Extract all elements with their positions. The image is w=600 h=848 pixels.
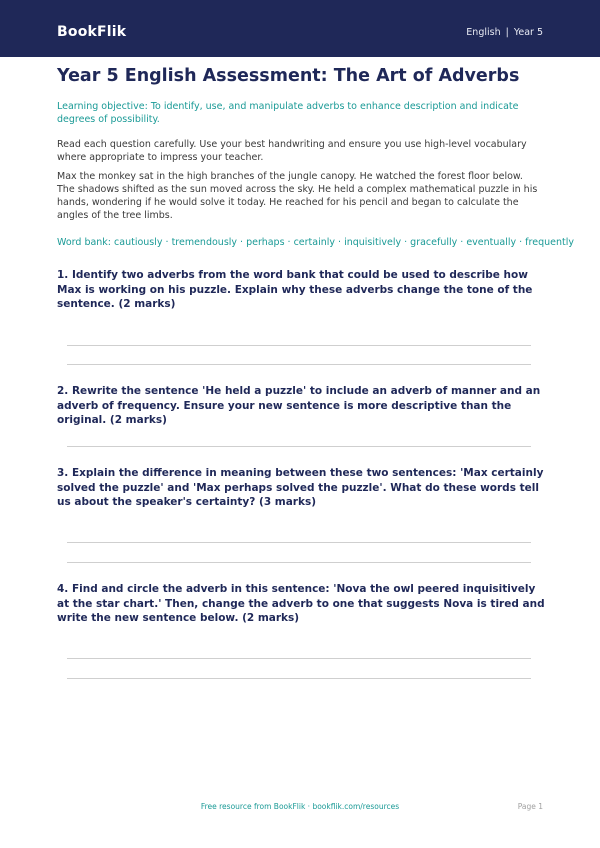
answer-line[interactable] [67, 678, 531, 679]
answer-line[interactable] [67, 658, 531, 659]
subject-label: English [466, 27, 501, 38]
learning-objective: Learning objective: To identify, use, and manipulate adverbs to enhance description and indicate degrees of possibility. [57, 101, 519, 125]
answer-line[interactable] [67, 364, 531, 365]
reading-passage: Max the monkey sat in the high branches of the jungle canopy. He watched the forest floor below. The shadows shifted as the sun moved across the sky. He held a complex mathematical puzzle in his hands, wondering if he would solve it today. He reached for his pencil and began to calculate the angles of the tree limbs. [57, 171, 538, 221]
question-2: 2. Rewrite the sentence 'He held a puzzle' to include an adverb of manner and an adverb of frequency. Ensure your new sentence is more descriptive than the original. (2 marks) [57, 385, 541, 426]
answer-line[interactable] [67, 562, 531, 563]
answer-line[interactable] [67, 345, 531, 346]
header-meta [466, 27, 543, 38]
answer-line[interactable] [67, 446, 531, 447]
question-1: 1. Identify two adverbs from the word bank that could be used to describe how Max is working on his puzzle. Explain why these adverbs change the tone of the sentence. (2 marks) [57, 269, 533, 310]
header-separator: | [505, 27, 509, 38]
brand-logo[interactable]: BookFlik [57, 24, 127, 40]
site-header [0, 0, 600, 57]
answer-line[interactable] [67, 542, 531, 543]
question-3: 3. Explain the difference in meaning between these two sentences: 'Max certainly solved the puzzle' and 'Max perhaps solved the puzzle'. What do these words tell us about the speaker's certainty? (3 marks) [57, 467, 544, 508]
question-4: 4. Find and circle the adverb in this sentence: 'Nova the owl peered inquisitively at the star chart.' Then, change the adverb to one that suggests Nova is tired and write the new sentence below. (2 marks) [57, 583, 545, 624]
word-bank: Word bank: cautiously · tremendously · perhaps · certainly · inquisitively · gracefully · eventually · frequently [57, 237, 574, 248]
year-label: Year 5 [513, 27, 543, 38]
page-number: Page 1 [517, 802, 543, 811]
footer-credit[interactable]: Free resource from BookFlik · bookflik.com/resources [200, 802, 400, 811]
page-title: Year 5 English Assessment: The Art of Adverbs [57, 66, 520, 86]
instructions: Read each question carefully. Use your best handwriting and ensure you use high-level vocabulary where appropriate to impress your teacher. [57, 139, 527, 163]
